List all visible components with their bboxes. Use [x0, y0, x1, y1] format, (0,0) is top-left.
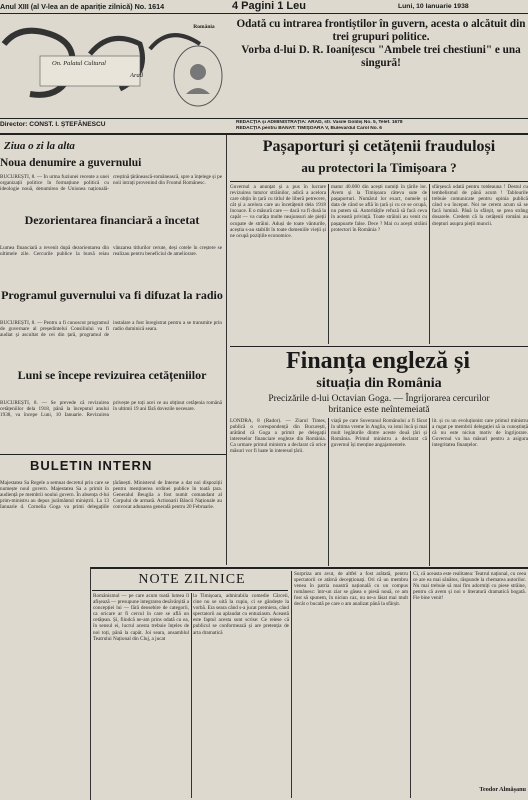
finance-headline-2: situația din România: [316, 376, 442, 391]
notes-col-divider-1: [191, 593, 192, 798]
notes-left-border: [90, 567, 91, 800]
director: Director: CONST. I. ȘTEFĂNESCU: [0, 121, 106, 128]
stamp-line-2: Arad: [130, 72, 143, 79]
notes-col-1: Românismul — pe care acum toată lumea îl afișează — presupune integrarea desăvârșită a concepției lui — fără deosebire de categorii, ca oricare ar fi cercul în care se află un cetățean. Și, fiindcă ne-am prins odată cu ea, în sensul ei, lucrul acesta trebuie înțeles de noi toți, până la capăt. Joi seara, ansamblul Teatrului Național din Cluj, a jucat: [93, 593, 189, 642]
notes-rule-top: [90, 567, 528, 569]
main-rule: [230, 181, 528, 182]
issue-date: Luni, 10 Ianuarie 1938: [398, 3, 469, 10]
notes-col-4: Ci, că aceasta este realitatea: Teatrul național, cu ceea ce are ea mai sănătos, răspunde la chemarea autorilor. Nu mai trebuie să mai fim adormiți cu piese străine, pentru că avem și noi o literatură dramatică bogată. Fie bine venit!: [413, 571, 526, 602]
finance-col-1: LONDRA, 8 (Rador). — Ziarul Times, publică o corespondență din București, arătând că Goga a primit pe delegații intereselor financiare engleze din România. Ca urmare primul ministru a declarat că orice măsuri vor fi luate în interesul țării.: [230, 418, 326, 455]
headline-finance: Dezorientarea financiară a încetat: [24, 213, 200, 227]
director-rule-bottom: [0, 133, 528, 135]
article-finance: Lumea financiară a revenit după dezorientarea din ultimele zile. Cercurile publice la bursă reiau vânzarea titlurilor cerute, deși cotele în creștere se realizau pentru beneficiul de ameliorare.: [0, 245, 222, 258]
director-rule-top: [0, 118, 528, 119]
stamp-top: România: [193, 24, 215, 30]
issue-number: Anul XIII (al V-lea an de apariție zilnică) No. 1614: [0, 2, 165, 11]
article-radio: BUCUREȘTI, 8. — Pentru a fi cunoscut programul de guvernare al președintelui Consiliului va fi audiat și ascultat de cei din țară, programul de instalare a fost înregistrat pentru a se transmite prin radio duminică seara.: [0, 320, 222, 339]
main-col-divider-2: [429, 184, 430, 344]
notes-col-3: Surpriza am avut, de altfel a fost arătată, pentru spectatorii ce atârnă decepționați. Ori că un membru venea în patria noastră națională cu un compus românesc: într-un ziar se găsea o piesă nouă, ce am fost să spunem, în niciun caz, nu ne-a lăsat mai mult decât o bucată pe care o am analizat până la sfârșit.: [294, 571, 408, 608]
finance-sub-1: Precizările d-lui Octavian Goga. — Îngrijorarea cercurilor: [268, 394, 490, 404]
finance-headline-1: Finanța engleză și: [286, 348, 470, 374]
finance-col-2: viață pe care Suveranul Românului a fi făcut în ultima vreme în Anglia, va istui încă și mai mult legăturile dintre aceste două țări și România. Primul ministru a declarat că guvernul își menține angajamentele.: [331, 418, 427, 449]
main-subheadline: au protectori la Timișoara ?: [301, 160, 457, 175]
notes-col-divider-2: [291, 571, 292, 798]
notes-signature: Teodor Almășanu: [479, 786, 526, 793]
main-col-3: sfârșescă odată pentru totdeauna ! Destul cu tembelismul de până acum ! Tablourile trebuie comunicate pentru opinia publică când s-a început. Noi ne cerem acum să se facă lumină. Până la sfârșit, se prea strâng dosarele. Credem că la cetățenii români au drepturi asupra pieții muncii.: [432, 184, 528, 227]
top-right-line1: Odată cu intrarea frontiștilor în guvern, acesta o alcătuit din trei grupuri politice.: [236, 18, 526, 43]
bulletin-text: Majestatea Sa Regele a semnat decretul prin care se numește noul guvern. Majestatea Sa a primit în audiență pe membrii noului guvern. În absența d-lui prim-ministru au depus jurământul miniștrii. La 13 Ianuarie d. Cornelia Goga va primi delegațiile țărănești. Ministerul de Interne a dat noi dispoziții pentru menținerea ordinei publice în toată țara. Generalul Beuglia a fost numit comandant al Corpului de armată. Actionarii Băncii Naționale au convocat adunarea generală pentru 20 Februarie.: [0, 480, 222, 511]
headline-revision: Luni se începe revizuirea cetățeniilor: [17, 368, 207, 382]
main-headline: Pașaporturi și cetățenii frauduloși: [262, 138, 496, 155]
finance-sub-2: britanice este neîntemeiată: [328, 405, 430, 415]
finance-col-divider-2: [429, 418, 430, 566]
article-revision: BUCUREȘTI, 8. — Se prevede că revizuirea cetățeniilor dela 1918, până la începutul anului 1938, va începe Luni, 10 Ianuarie. Revizuirea privește pe toți acei ce au obținut cetățenia română în ultimii 19 ani fără dovezile necesare.: [0, 400, 222, 419]
pages-price: 4 Pagini 1 Leu: [232, 0, 306, 12]
finance-rule-top: [230, 346, 528, 347]
redaction-line-2: REDACȚIA pentru BANAT: TIMIȘOARA V, Bulevardul Carol No. 6: [236, 126, 382, 131]
finance-col-divider-1: [328, 418, 329, 566]
redaction-line-1: REDACȚIA și ADMINISTRAȚIA: ARAD, str. Vasile Goldiș No. 5, Telef. 1678: [236, 120, 403, 125]
bulletin-rule: [0, 454, 226, 455]
notes-title: NOTE ZILNICE: [138, 572, 246, 587]
notes-col-divider-3: [410, 571, 411, 798]
top-right-headline: [236, 18, 526, 70]
article-new-name: BUCUREȘTI, 8. — În urma fuziunei recente a unei organizații politice în formațiune politică cu ideologie nouă, denumirea de Uniunea națională-creștină țărănească-românească, spre a înțelege și pe noii intrați provenind din Frontul Românesc.: [0, 174, 222, 193]
stamp-line-1: On. Palatul Cultural: [52, 60, 106, 67]
finance-col-3: lit. și cu un evoluționist care primul ministru a rugat pe membrii delegației să ia cunoștință că nu este niciun motiv de îngrijorare. Guvernul va lua măsuri pentru a asigura integritatea finanțelor.: [432, 418, 528, 449]
top-right-line2: Vorba d-lui D. R. Ioanițescu "Ambele trei chestiuni" e una singură!: [241, 44, 521, 69]
notes-col-2: la Timișoara, admirabila comedie Cărceii, cine nu se uită la cupiu, ci se gândește la vorbă. Era seara când s-a jucat premiera, când spectatorii au aplaudat cu entuziasm. Această este faptul acesta sunt scrise: Ce reiese că publicul se conformează și are pretenția de arta dramatică: [193, 593, 289, 636]
section-title: Ziua o zi la alta: [4, 140, 75, 152]
notes-title-rule: [92, 590, 288, 591]
headline-new-name: Noua denumire a guvernului: [0, 157, 142, 169]
main-col-1: Guvernul a anunțat și a pus în lucrare revizuirea tuturor străinilor, adică a acelora care obțin în țară cu titlul de liberă petrecere, cât și a acelora care au încetățenit dela 1918 încoace. E o măsură care — dacă va fi dusă la capăt — va curăța multe neajunsuri ale pieții ocupate de străini. Aduși de toate vânturile, aceștia s-au stabilit în toate domeniile vieții și ne ocupă pozițiile economice.: [230, 184, 326, 239]
headline-radio: Programul guvernului va fi difuzat la radio: [1, 288, 223, 302]
main-col-2: matur 40.000 din acești numiți în țările lor. Avem și la Timișoara câteva sute de pașaporturi. Numărul lor exact, numele și data de când se află în țară și cu ce se ocupă, nu putem să. Autoritățile refuză să facă ceva în această privință. Toate străinii au venit cu pașapoarte false. Dece ? Mai cu acești străini protectori în România ?: [331, 184, 427, 233]
main-col-divider-1: [328, 184, 329, 344]
left-column-divider: [226, 135, 227, 565]
bulletin-title: BULETIN INTERN: [30, 458, 153, 473]
